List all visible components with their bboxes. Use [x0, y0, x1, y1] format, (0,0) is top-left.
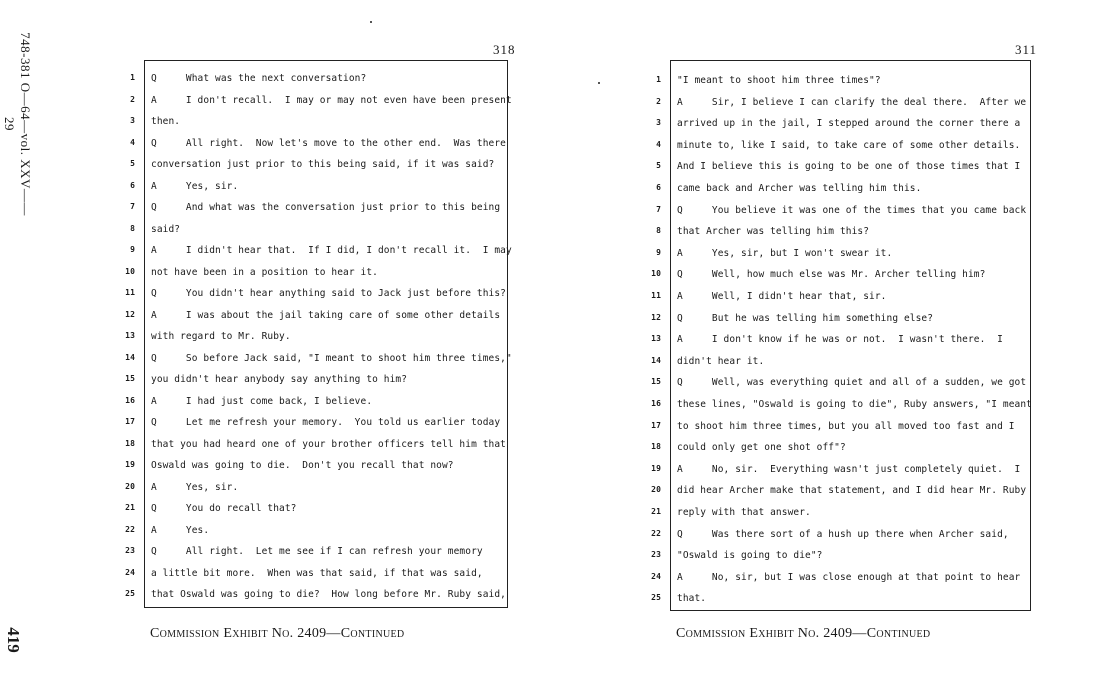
line-number: 16	[125, 395, 135, 405]
line-number: 2	[130, 94, 135, 104]
line-text: A I didn't hear that. If I did, I don't recall it. I may	[151, 245, 512, 256]
line-text: came back and Archer was telling him this.	[677, 183, 922, 194]
line-text: Q You do recall that?	[151, 503, 297, 514]
line-number: 16	[651, 399, 661, 408]
line-text: A I don't know if he was or not. I wasn't there. I	[677, 334, 1003, 346]
line-number: 6	[130, 180, 135, 190]
line-number: 14	[125, 352, 135, 362]
line-number: 13	[651, 334, 661, 344]
line-number: 25	[125, 589, 135, 598]
line-text: Q Well, was everything quiet and all of a sudden, we got	[677, 377, 1027, 389]
line-number: 19	[651, 463, 661, 473]
line-number: 1	[656, 75, 661, 84]
line-text: Q All right. Now let's move to the other end. Was there	[151, 137, 506, 149]
line-text: Q Let me refresh your memory. You told us earlier today	[151, 417, 501, 428]
line-text: And I believe this is going to be one of those times that I	[677, 161, 1021, 173]
line-number: 9	[656, 247, 661, 257]
line-number: 4	[656, 139, 661, 149]
line-number: 22	[651, 528, 661, 538]
line-number: 22	[125, 524, 135, 534]
line-text: Q So before Jack said, "I meant to shoot him three times,"	[151, 352, 512, 364]
line-text: reply with that answer.	[677, 507, 811, 518]
line-number: 8	[656, 226, 661, 236]
line-text: arrived up in the jail, I stepped around the corner there a	[677, 118, 1021, 130]
line-number: 7	[130, 202, 135, 211]
line-number: 5	[130, 159, 135, 168]
line-number: 19	[125, 460, 135, 469]
line-text: didn't hear it.	[677, 355, 765, 367]
line-number: 24	[125, 567, 135, 577]
line-text: A Yes, sir.	[151, 481, 239, 493]
line-text: "Oswald is going to die"?	[677, 550, 823, 562]
line-text: A Well, I didn't hear that, sir.	[677, 291, 887, 302]
line-number: 23	[651, 550, 661, 560]
line-text: that Oswald was going to die? How long before Mr. Ruby said,	[151, 589, 506, 600]
line-text: that you had heard one of your brother officers tell him that	[151, 438, 506, 450]
line-text: A Yes, sir.	[151, 180, 239, 192]
line-number: 18	[651, 442, 661, 452]
line-text: A Yes, sir, but I won't swear it.	[677, 247, 893, 259]
line-number: 4	[130, 137, 135, 147]
line-number: 15	[125, 374, 135, 383]
line-number: 8	[130, 223, 135, 233]
line-number: 20	[651, 485, 661, 495]
left-page-number: 318	[493, 42, 516, 57]
line-number: 7	[656, 204, 661, 214]
line-text: conversation just prior to this being said, if it was said?	[151, 159, 495, 170]
line-number: 23	[125, 546, 135, 555]
line-number: 6	[656, 183, 661, 192]
line-number: 2	[656, 96, 661, 106]
line-number: 10	[651, 269, 661, 279]
line-number: 24	[651, 571, 661, 581]
line-number: 12	[651, 312, 661, 322]
line-text: A Yes.	[151, 524, 210, 536]
line-text: "I meant to shoot him three times"?	[677, 75, 881, 86]
line-number: 21	[125, 503, 135, 512]
line-text: Q But he was telling him something else?	[677, 312, 934, 324]
line-text: not have been in a position to hear it.	[151, 266, 378, 278]
line-number: 18	[125, 438, 135, 448]
right-caption	[676, 626, 930, 642]
right-transcript-page	[651, 60, 1032, 611]
line-text: these lines, "Oswald is going to die", Ruby answers, "I meant	[677, 399, 1032, 410]
line-text: Q You didn't hear anything said to Jack just before this?	[151, 288, 506, 299]
line-text: you didn't hear anybody say anything to him?	[151, 374, 408, 385]
line-number: 13	[125, 331, 135, 340]
line-number: 17	[125, 417, 135, 426]
line-text: that Archer was telling him this?	[677, 226, 870, 238]
scan-speck	[370, 21, 372, 23]
line-number: 21	[651, 507, 661, 516]
line-text: Oswald was going to die. Don't you recall that now?	[151, 460, 454, 471]
right-page-number: 311	[1015, 42, 1038, 57]
line-text: said?	[151, 223, 181, 235]
line-text: A I was about the jail taking care of some other details	[151, 309, 501, 321]
line-number: 3	[656, 118, 661, 128]
line-number: 10	[125, 266, 135, 276]
scan-speck	[598, 82, 600, 84]
line-text: Q You believe it was one of the times that you came back	[677, 204, 1027, 216]
line-text: A No, sir, but I was close enough at that point to hear	[677, 571, 1021, 583]
line-text: with regard to Mr. Ruby.	[151, 331, 291, 342]
line-number: 9	[130, 245, 135, 254]
left-transcript-page	[125, 60, 512, 608]
line-text: Q Was there sort of a hush up there when Archer said,	[677, 528, 1009, 540]
line-text: to shoot him three times, but you all moved too fast and I	[677, 420, 1015, 432]
margin-note	[2, 18, 33, 218]
line-text: A Sir, I believe I can clarify the deal there. After we	[677, 96, 1027, 108]
line-text: Q And what was the conversation just prior to this being	[151, 202, 501, 213]
left-caption-text: Commission Exhibit No. 2409—Continued	[150, 626, 405, 641]
line-number: 5	[656, 161, 661, 171]
line-number: 3	[130, 116, 135, 125]
line-number: 14	[651, 355, 661, 365]
right-caption-text: Commission Exhibit No. 2409—Continued	[676, 626, 931, 641]
line-number: 20	[125, 481, 135, 491]
line-number: 12	[125, 309, 135, 319]
line-number: 15	[651, 377, 661, 387]
side-page-number-text: 419	[3, 627, 23, 653]
line-text: A I don't recall. I may or may not even have been present	[151, 94, 512, 106]
line-text: Q What was the next conversation?	[151, 73, 367, 84]
line-text: A No, sir. Everything wasn't just completely quiet. I	[677, 463, 1021, 475]
line-text: that.	[677, 593, 707, 605]
line-text: A I had just come back, I believe.	[151, 395, 373, 407]
line-text: Q Well, how much else was Mr. Archer telling him?	[677, 269, 986, 281]
line-text: Q All right. Let me see if I can refresh your memory	[151, 546, 483, 557]
line-number: 11	[125, 288, 135, 297]
line-text: minute to, like I said, to take care of some other details.	[677, 139, 1021, 151]
side-page-number	[3, 618, 30, 658]
line-number: 11	[651, 291, 661, 300]
margin-note-text: 748-381 O—64—vol. XXV——29	[2, 32, 33, 216]
left-caption	[150, 626, 404, 642]
line-number: 25	[651, 593, 661, 603]
line-text: a little bit more. When was that said, if that was said,	[151, 567, 483, 579]
line-number: 17	[651, 420, 661, 430]
line-text: did hear Archer make that statement, and I did hear Mr. Ruby	[677, 485, 1027, 497]
line-text: could only get one shot off"?	[677, 442, 846, 454]
line-text: then.	[151, 116, 181, 127]
line-number: 1	[130, 73, 135, 82]
